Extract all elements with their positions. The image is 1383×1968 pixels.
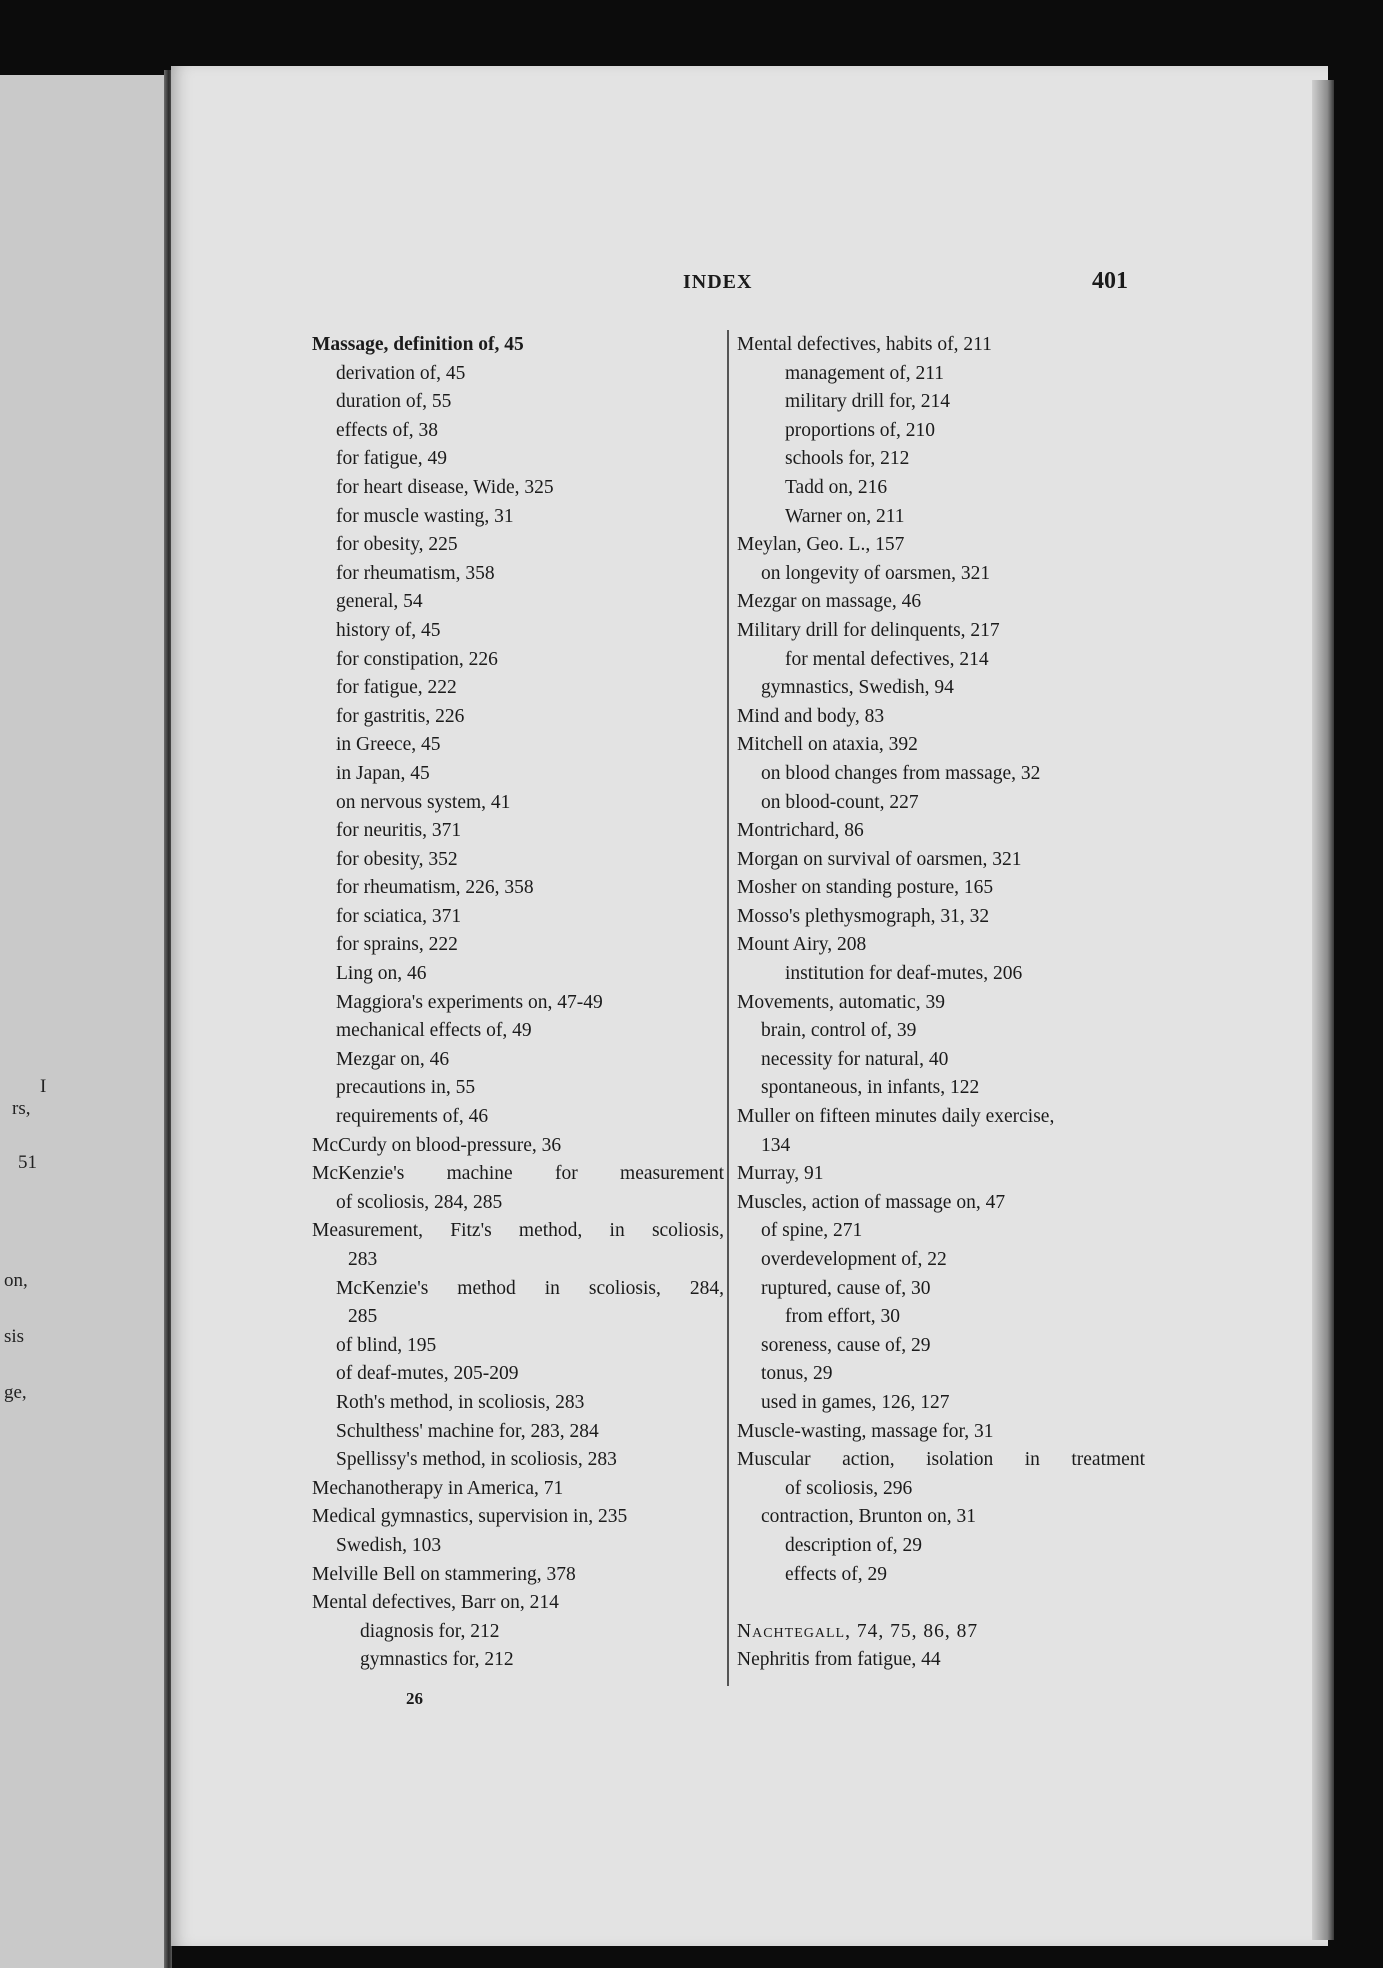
index-entry: for gastritis, 226 [336,705,465,727]
index-entry: for sciatica, 371 [336,905,462,927]
index-entry: Murray, 91 [737,1163,824,1185]
index-entry: Mosher on standing posture, 165 [737,877,994,899]
index-entry: from effort, 30 [785,1306,900,1328]
index-entry: derivation of, 45 [336,362,466,384]
index-entry: spontaneous, in infants, 122 [761,1077,980,1099]
index-entry: on blood-count, 227 [761,791,919,813]
index-entry: Roth's method, in scoliosis, 283 [336,1391,585,1413]
index-entry: Mount Airy, 208 [737,934,867,956]
index-entry: Muscles, action of massage on, 47 [737,1191,1006,1213]
index-column-right [737,331,1145,1675]
index-entry: of scoliosis, 284, 285 [336,1191,503,1213]
index-entry: for obesity, 225 [336,534,458,556]
index-entry: schools for, 212 [785,448,910,470]
index-entry: diagnosis for, 212 [360,1620,500,1642]
index-entry: Mind and body, 83 [737,705,885,727]
index-entry: in Japan, 45 [336,762,430,784]
running-head: INDEX [683,271,753,293]
page-edge-shadow [1312,80,1334,1940]
facing-page-fragment: sis [4,1326,25,1347]
index-entry: on blood changes from massage, 32 [761,762,1041,784]
index-entry: gymnastics for, 212 [360,1649,514,1671]
index-entry: for obesity, 352 [336,848,458,870]
index-entry: description of, 29 [785,1534,923,1556]
facing-page-fragment: 51 [18,1152,37,1173]
facing-page-fragment: I [40,1076,47,1097]
index-entry: Nachtegall, 74, 75, 86, 87 [737,1620,979,1642]
index-entry: tonus, 29 [761,1363,833,1385]
index-entry: of spine, 271 [761,1220,863,1242]
index-entry: Mosso's plethysmograph, 31, 32 [737,905,990,927]
index-entry: McKenzie's machine for measurement [312,1163,724,1185]
index-entry: duration of, 55 [336,391,452,413]
index-entry: for neuritis, 371 [336,820,462,842]
index-entry: Maggiora's experiments on, 47-49 [336,991,603,1013]
facing-page-fragment: ge, [4,1382,27,1403]
index-entry: on longevity of oarsmen, 321 [761,562,991,584]
index-entry: for muscle wasting, 31 [336,505,514,527]
index-entry: effects of, 29 [785,1563,887,1585]
index-entry: Measurement, Fitz's method, in scoliosis, [312,1220,724,1242]
facing-page-fragment: rs, [12,1098,31,1119]
facing-page-fragment: on, [4,1270,28,1291]
signature-mark: 26 [406,1689,423,1708]
index-entry: for constipation, 226 [336,648,498,670]
index-entry: Mechanotherapy in America, 71 [312,1477,564,1499]
index-entry: proportions of, 210 [785,419,936,441]
index-entry: 285 [348,1306,378,1328]
index-entry: Mitchell on ataxia, 392 [737,734,918,756]
index-entry: for rheumatism, 358 [336,562,495,584]
index-entry: McCurdy on blood-pressure, 36 [312,1134,562,1156]
index-entry: Muller on fifteen minutes daily exercise, [737,1106,1055,1128]
index-entry: for heart disease, Wide, 325 [336,476,554,498]
index-entry: in Greece, 45 [336,734,441,756]
index-entry: institution for deaf-mutes, 206 [785,963,1023,985]
index-entry: Warner on, 211 [785,505,905,527]
index-entry: Mezgar on, 46 [336,1048,450,1070]
index-entry: Meylan, Geo. L., 157 [737,534,905,556]
index-entry: Mental defectives, habits of, 211 [737,334,992,355]
index-entry: history of, 45 [336,619,441,641]
index-entry: Montrichard, 86 [737,820,864,842]
index-entry: Massage, definition of, 45 [312,334,524,355]
index-entry: mechanical effects of, 49 [336,1020,532,1042]
index-entry: effects of, 38 [336,419,438,441]
index-entry: for mental defectives, 214 [785,648,989,670]
index-entry: 134 [761,1134,791,1156]
index-entry: Schulthess' machine for, 283, 284 [336,1420,599,1442]
index-entry [737,1589,1145,1618]
index-entry: McKenzie's method in scoliosis, 284, [336,1277,724,1299]
index-entry: Medical gymnastics, supervision in, 235 [312,1506,628,1528]
index-entry: gymnastics, Swedish, 94 [761,677,954,699]
index-entry: for sprains, 222 [336,934,458,956]
index-entry: military drill for, 214 [785,391,950,413]
index-entry: management of, 211 [785,362,945,384]
page-number: 401 [1092,268,1128,294]
index-entry: ruptured, cause of, 30 [761,1277,931,1299]
index-entry: Nephritis from fatigue, 44 [737,1649,941,1671]
index-entry: Ling on, 46 [336,963,427,985]
facing-page-edge [0,75,168,1968]
index-entry: Morgan on survival of oarsmen, 321 [737,848,1022,870]
index-entry: Military drill for delinquents, 217 [737,619,1000,641]
index-entry: of blind, 195 [336,1334,437,1356]
index-entry: used in games, 126, 127 [761,1391,950,1413]
index-entry: necessity for natural, 40 [761,1048,949,1070]
index-column-left [312,331,724,1675]
index-entry: overdevelopment of, 22 [761,1249,947,1270]
index-entry: general, 54 [336,591,423,613]
index-entry: of deaf-mutes, 205-209 [336,1363,519,1385]
index-entry: on nervous system, 41 [336,791,511,813]
index-entry: Movements, automatic, 39 [737,991,945,1013]
index-entry: for fatigue, 49 [336,448,448,470]
index-entry: requirements of, 46 [336,1106,489,1128]
index-entry: soreness, cause of, 29 [761,1334,931,1356]
index-entry: Muscular action, isolation in treatment [737,1449,1145,1471]
index-entry: Mental defectives, Barr on, 214 [312,1592,559,1614]
index-entry: Mezgar on massage, 46 [737,591,922,613]
index-entry: Swedish, 103 [336,1534,442,1556]
index-entry: Spellissy's method, in scoliosis, 283 [336,1449,617,1471]
index-entry: for fatigue, 222 [336,677,457,699]
index-entry: Muscle-wasting, massage for, 31 [737,1420,994,1442]
index-entry: brain, control of, 39 [761,1020,917,1042]
index-entry: Melville Bell on stammering, 378 [312,1563,576,1585]
index-entry: 283 [348,1249,378,1270]
index-entry: of scoliosis, 296 [785,1477,913,1499]
column-rule [727,330,729,1686]
index-entry: for rheumatism, 226, 358 [336,877,534,899]
index-entry: Tadd on, 216 [785,476,888,498]
index-entry: contraction, Brunton on, 31 [761,1506,977,1528]
index-entry: precautions in, 55 [336,1077,476,1099]
